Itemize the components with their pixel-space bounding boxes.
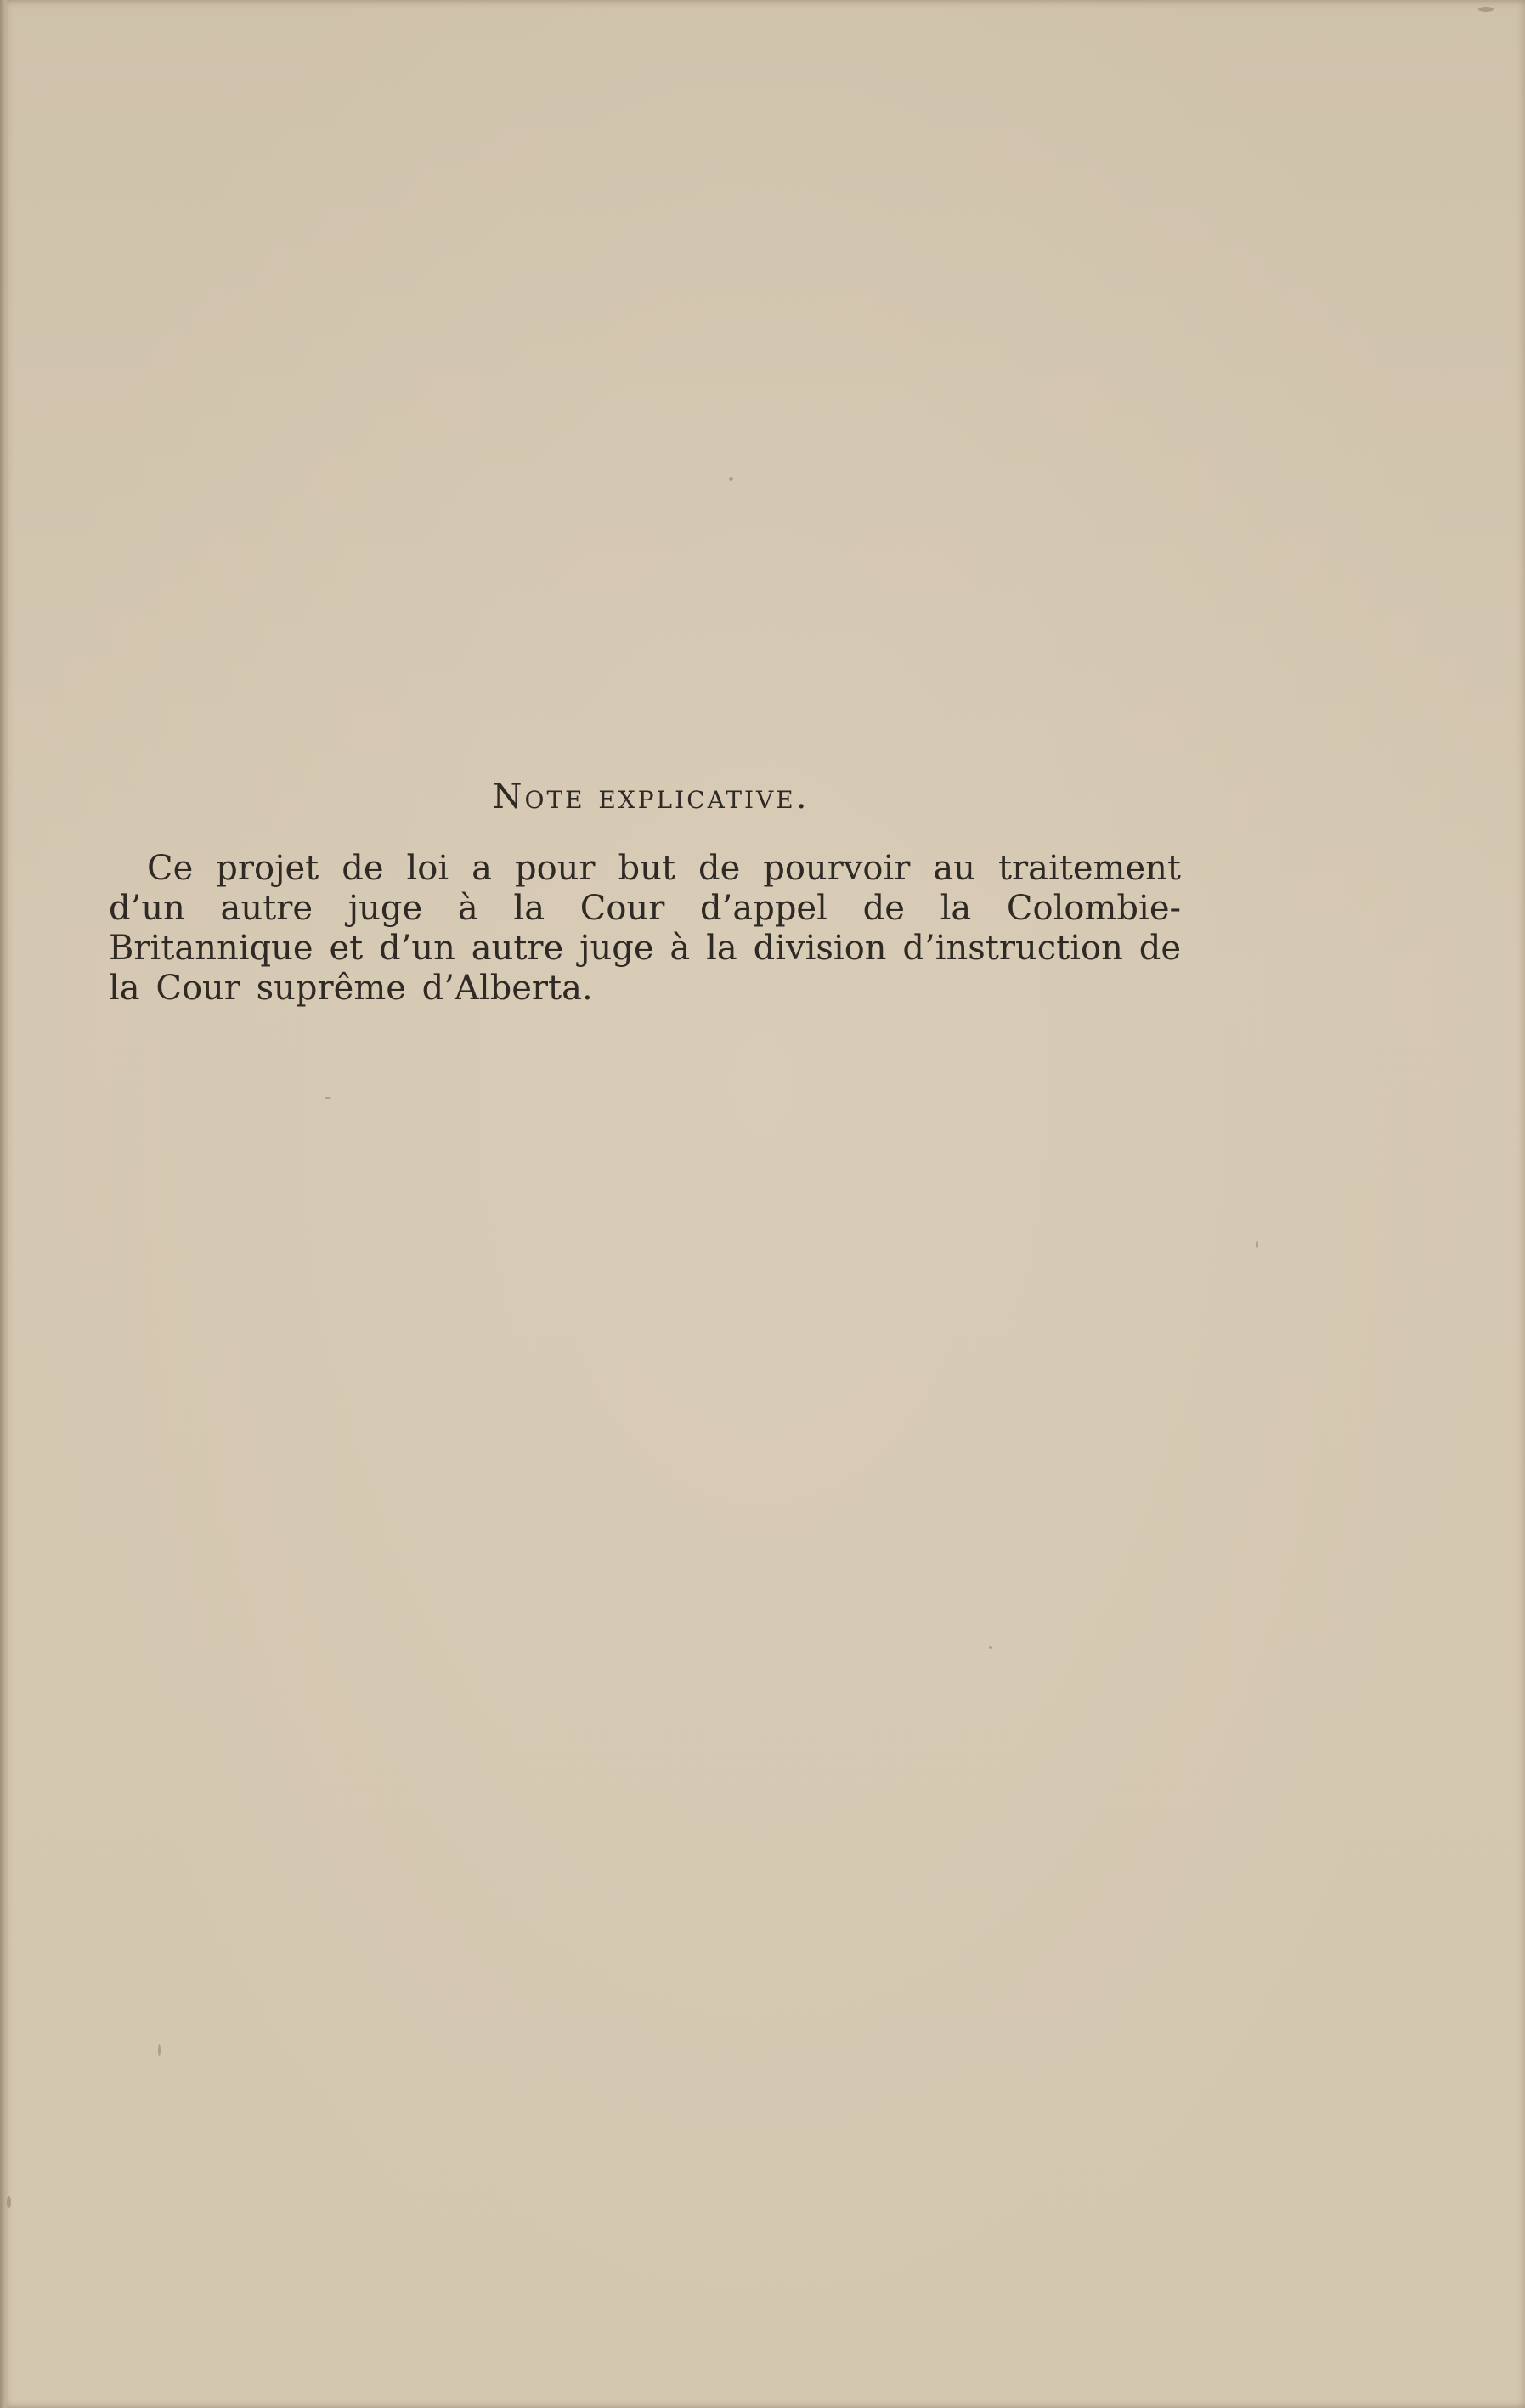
paper-speck <box>989 1646 992 1649</box>
paper-speck <box>325 1097 331 1099</box>
paper-speck <box>158 2044 161 2056</box>
note-paragraph: Ce projet de loi a pour but de pourvoir au traitement d’un autre juge à la Cour d’appel de la Colombie-Britannique et d’un autre juge à la division d’instruction de la Cour suprême d’Alberta. <box>109 849 1181 1008</box>
page-binding-edge <box>0 0 8 2408</box>
paper-speck <box>7 2196 11 2208</box>
explanatory-note <box>109 777 1181 1009</box>
paper-speck <box>1256 1241 1258 1249</box>
paper-speck <box>1478 7 1494 12</box>
paper-speck <box>729 477 733 481</box>
note-heading: Note explicative. <box>492 777 810 817</box>
